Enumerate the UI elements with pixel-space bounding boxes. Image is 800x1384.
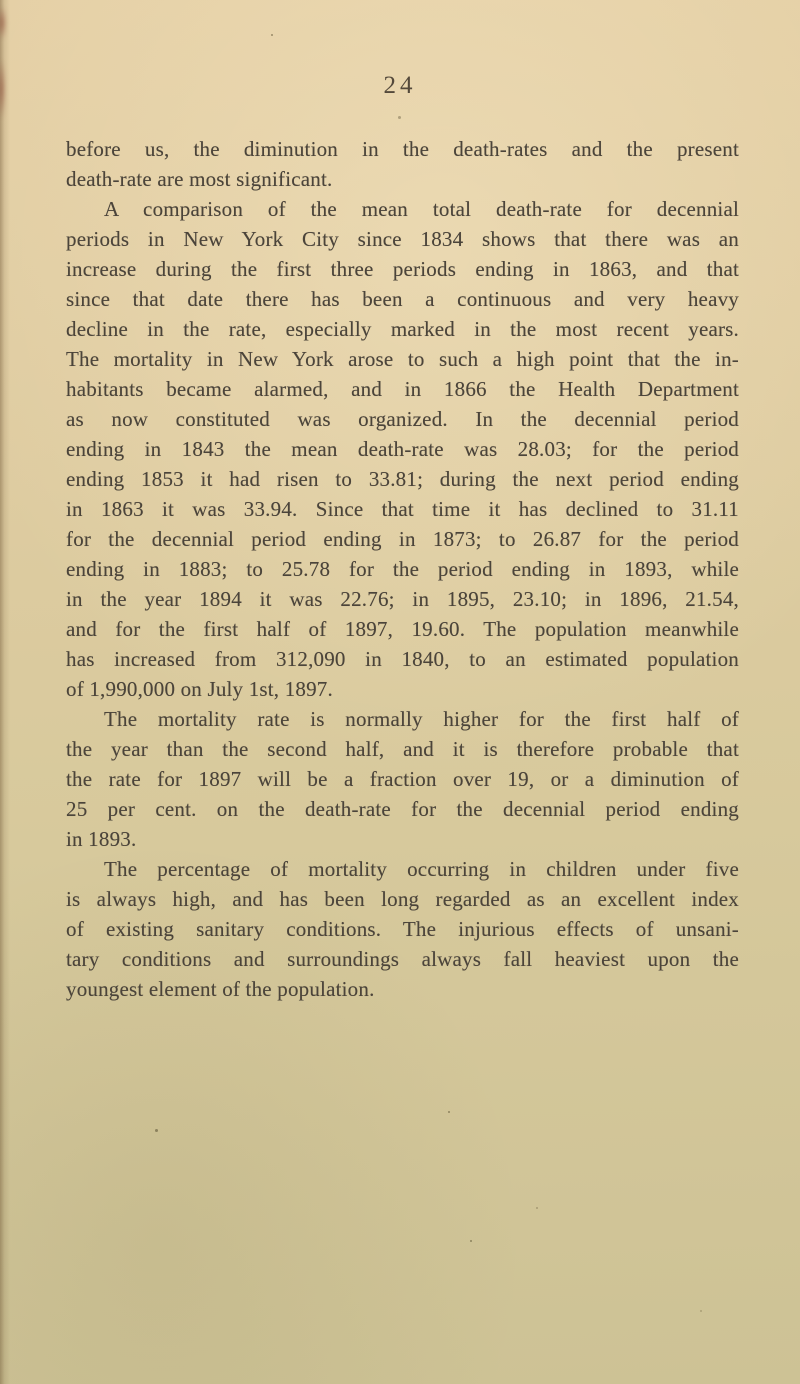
text-line: 25 per cent. on the death-rate for the decennial period ending [66, 797, 739, 821]
paragraph-1 [66, 134, 739, 194]
text-line: periods in New York City since 1834 shows that there was an [66, 227, 739, 251]
text-line: in 1863 it was 33.94. Since that time it has declined to 31.11 [66, 497, 739, 521]
text-line: in 1893. [66, 827, 137, 851]
dust-speck [398, 116, 401, 119]
text-line: before us, the diminution in the death-rates and the present [66, 137, 739, 161]
text-line: in the year 1894 it was 22.76; in 1895, 23.10; in 1896, 21.54, [66, 587, 739, 611]
text-line: decline in the rate, especially marked in the most recent years. [66, 317, 739, 341]
paragraph-3 [66, 704, 739, 854]
dust-speck [448, 1111, 450, 1113]
text-line: A comparison of the mean total death-rate for decennial [104, 197, 739, 221]
text-line: of existing sanitary conditions. The injurious effects of unsani- [66, 917, 739, 941]
paragraph-4 [66, 854, 739, 1004]
text-line: of 1,990,000 on July 1st, 1897. [66, 677, 333, 701]
paragraph-2 [66, 194, 739, 704]
page-number: 24 [383, 72, 417, 99]
page-text [66, 134, 739, 1004]
dust-speck [470, 1240, 472, 1242]
dust-speck [155, 1129, 158, 1132]
text-line: the rate for 1897 will be a fraction over 19, or a diminution of [66, 767, 739, 791]
text-line: ending 1853 it had risen to 33.81; during the next period ending [66, 467, 739, 491]
text-line: has increased from 312,090 in 1840, to an estimated population [66, 647, 739, 671]
text-line: The mortality rate is normally higher for the first half of [104, 707, 739, 731]
text-line: as now constituted was organized. In the decennial period [66, 407, 739, 431]
dust-speck [271, 34, 273, 36]
dust-speck [536, 1207, 538, 1209]
text-line: increase during the first three periods ending in 1863, and that [66, 257, 739, 281]
text-line: ending in 1843 the mean death-rate was 28.03; for the period [66, 437, 739, 461]
text-line: ending in 1883; to 25.78 for the period ending in 1893, while [66, 557, 739, 581]
text-line: the year than the second half, and it is therefore probable that [66, 737, 739, 761]
page-left-edge-shadow [0, 0, 10, 1384]
text-line: The percentage of mortality occurring in children under five [104, 857, 739, 881]
text-line: for the decennial period ending in 1873; to 26.87 for the period [66, 527, 739, 551]
dust-speck [700, 1310, 702, 1312]
text-line: is always high, and has been long regarded as an excellent index [66, 887, 739, 911]
text-line: since that date there has been a continuous and very heavy [66, 287, 739, 311]
text-line: The mortality in New York arose to such a high point that the in- [66, 347, 739, 371]
text-line: habitants became alarmed, and in 1866 the Health Department [66, 377, 739, 401]
text-line: death-rate are most significant. [66, 167, 333, 191]
text-line: tary conditions and surroundings always fall heaviest upon the [66, 947, 739, 971]
text-line: youngest element of the population. [66, 977, 375, 1001]
text-line: and for the first half of 1897, 19.60. The population meanwhile [66, 617, 739, 641]
